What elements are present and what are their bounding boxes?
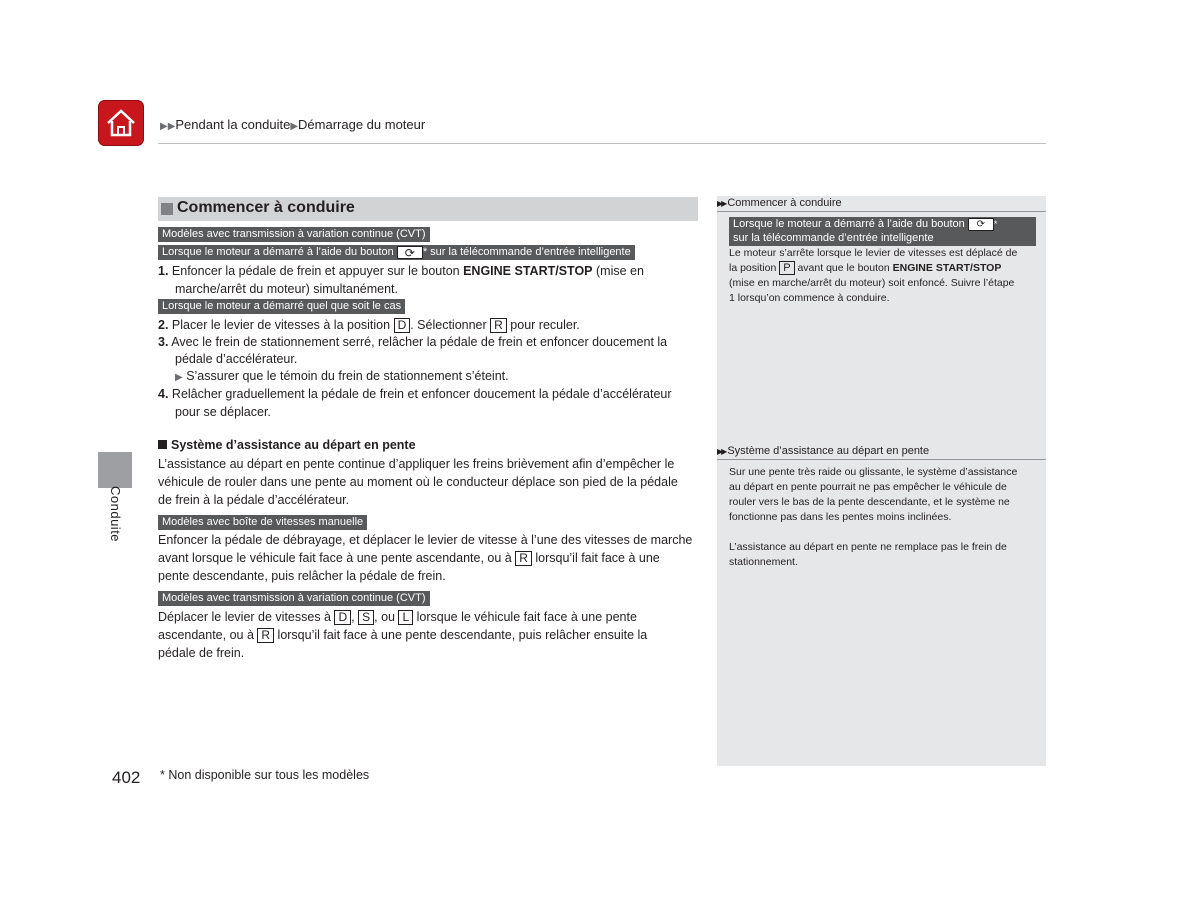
- step-text: Enfoncer la pédale de frein et appuyer sur le bouton: [171, 264, 464, 278]
- sidebar-heading-text: Système d’assistance au départ en pente: [727, 445, 930, 457]
- asterisk: *: [993, 219, 998, 229]
- sidebar-note2-line1: Sur une pente très raide ou glissante, le système d’assistance: [729, 466, 1018, 478]
- power-button-icon: ⟳: [968, 218, 994, 231]
- hill-paragraph-line2: véhicule de rouler dans une pente au moment où le conducteur déplace son pied de la pédale: [158, 475, 678, 489]
- section-title: Commencer à conduire: [177, 199, 355, 216]
- model-label-button-text-end: * sur la télécommande d’entrée intelligente: [422, 246, 631, 258]
- breadcrumb-item-engine-start[interactable]: Démarrage du moteur: [298, 117, 426, 132]
- step-number: 4.: [158, 387, 169, 401]
- sidebar-note2-line4: fonctionne pas dans les pentes moins inclinées.: [729, 511, 952, 523]
- subheading-text: Système d’assistance au départ en pente: [171, 438, 416, 452]
- step-text: . Sélectionner: [410, 318, 491, 332]
- subheading: [158, 438, 416, 452]
- step-3: [158, 334, 667, 352]
- model-label-button: [158, 245, 635, 260]
- gear-key-s: S: [358, 610, 374, 625]
- step-3-note: [175, 368, 509, 387]
- link-arrow-icon: ▶▶: [717, 447, 726, 456]
- chapter-tab[interactable]: [98, 452, 132, 488]
- sidebar-note2-line3: rouler vers le bas de la pente descendante, et le système ne: [729, 496, 1010, 508]
- sidebar-model-label: [729, 217, 1036, 246]
- hill-paragraph-line1: L’assistance au départ en pente continue d’appliquer les freins brièvement afin d’empêcher le: [158, 457, 675, 471]
- cvt-text: ascendante, ou à: [158, 628, 258, 642]
- note-text: la position: [729, 262, 780, 274]
- gear-key-d: D: [334, 610, 351, 625]
- cvt-line2: [158, 627, 647, 645]
- note-text: S’assurer que le témoin du frein de stationnement s’éteint.: [186, 369, 509, 383]
- link-arrow-icon: ▶▶: [717, 199, 726, 208]
- sidebar-heading-2[interactable]: [717, 445, 1046, 460]
- gear-key-p: P: [779, 261, 794, 275]
- sidebar-heading-1[interactable]: [717, 197, 1046, 212]
- cvt-line3: pédale de frein.: [158, 646, 245, 660]
- home-icon: [104, 106, 138, 140]
- breadcrumb-arrow-icon: ▶: [290, 121, 299, 132]
- sidebar-label-text: sur la télécommande d’entrée intelligente: [733, 232, 934, 244]
- step-number: 2.: [158, 318, 169, 332]
- manual-line1: Enfoncer la pédale de débrayage, et déplacer le levier de vitesse à l’une des vitesses de marche: [158, 533, 693, 547]
- step-4-line2: pour se déplacer.: [175, 405, 271, 419]
- cvt-text: lorsqu’il fait face à une pente descendante, puis relâcher ensuite la: [274, 628, 648, 642]
- sidebar-note1-line2: [729, 261, 1001, 276]
- cvt-text: ,: [351, 610, 359, 624]
- step-3-line2: pédale d’accélérateur.: [175, 352, 298, 366]
- gear-key-r: R: [515, 551, 532, 566]
- step-bold-text: ENGINE START/STOP: [463, 264, 593, 278]
- sidebar-note3-line1: L’assistance au départ en pente ne remplace pas le frein de: [729, 541, 1007, 553]
- sidebar-note1-line4: 1 lorsqu’on commence à conduire.: [729, 292, 890, 304]
- sidebar-label-text: Lorsque le moteur a démarré à l’aide du bouton: [733, 218, 965, 230]
- hill-paragraph-line3: de frein à la pédale d’accélérateur.: [158, 493, 350, 507]
- cvt-line1: [158, 609, 637, 627]
- subheading-square-icon: [158, 440, 167, 449]
- footnote: * Non disponible sur tous les modèles: [160, 768, 370, 782]
- model-label-cvt-2: Modèles avec transmission à variation continue (CVT): [158, 591, 430, 606]
- step-text: Avec le frein de stationnement serré, relâcher la pédale de frein et enfoncer doucement la: [171, 335, 668, 349]
- model-label-cvt: Modèles avec transmission à variation continue (CVT): [158, 227, 430, 242]
- note-arrow-icon: ▶: [175, 372, 183, 383]
- step-1: [158, 263, 644, 281]
- breadcrumb-item-driving[interactable]: Pendant la conduite: [175, 117, 291, 132]
- gear-key-r: R: [490, 318, 507, 333]
- model-label-any-case: Lorsque le moteur a démarré quel que soit le cas: [158, 299, 405, 314]
- step-text: (mise en: [592, 264, 644, 278]
- note-text: avant que le bouton: [794, 262, 893, 274]
- model-label-button-text: Lorsque le moteur a démarré à l’aide du bouton: [162, 246, 394, 258]
- page-number: 402: [112, 768, 141, 787]
- manual-line3: pente descendante, puis relâcher la pédale de frein.: [158, 569, 446, 583]
- sidebar-note1-line1: Le moteur s’arrête lorsque le levier de vitesses est déplacé de: [729, 247, 1018, 259]
- step-text: pour reculer.: [506, 318, 580, 332]
- header-divider: [158, 143, 1046, 144]
- step-2: [158, 317, 580, 335]
- sidebar-note2-line2: au départ en pente pourrait ne pas empêcher le véhicule de: [729, 481, 1007, 493]
- note-bold-text: ENGINE START/STOP: [892, 262, 1002, 274]
- sidebar-heading-text: Commencer à conduire: [727, 197, 842, 209]
- step-4: [158, 386, 672, 404]
- manual-text: avant lorsque le véhicule fait face à une pente ascendante, ou à: [158, 551, 516, 565]
- power-button-icon: ⟳: [397, 246, 423, 259]
- cvt-text: Déplacer le levier de vitesses à: [158, 610, 335, 624]
- section-square-icon: [161, 203, 173, 215]
- manual-line2: [158, 550, 660, 568]
- step-number: 3.: [158, 335, 169, 349]
- step-1-line2: marche/arrêt du moteur) simultanément.: [175, 282, 399, 296]
- step-text: Relâcher graduellement la pédale de frein et enfoncer doucement la pédale d’accélérateur: [171, 387, 672, 401]
- step-number: 1.: [158, 264, 169, 278]
- cvt-text: lorsque le véhicule fait face à une pente: [413, 610, 637, 624]
- sidebar-note1-line3: (mise en marche/arrêt du moteur) soit enfoncé. Suivre l’étape: [729, 277, 1015, 289]
- section-heading: [158, 197, 698, 221]
- model-label-manual: Modèles avec boîte de vitesses manuelle: [158, 515, 367, 530]
- breadcrumb: [160, 117, 425, 132]
- breadcrumb-arrow-icon: ▶▶: [160, 121, 176, 132]
- step-text: Placer le levier de vitesses à la position: [171, 318, 394, 332]
- gear-key-l: L: [398, 610, 413, 625]
- home-button[interactable]: [98, 100, 144, 146]
- cvt-text: , ou: [374, 610, 399, 624]
- manual-text: lorsqu’il fait face à une: [531, 551, 660, 565]
- gear-key-r: R: [257, 628, 274, 643]
- sidebar-note3-line2: stationnement.: [729, 556, 798, 568]
- chapter-label: Conduite: [108, 486, 123, 543]
- gear-key-d: D: [394, 318, 411, 333]
